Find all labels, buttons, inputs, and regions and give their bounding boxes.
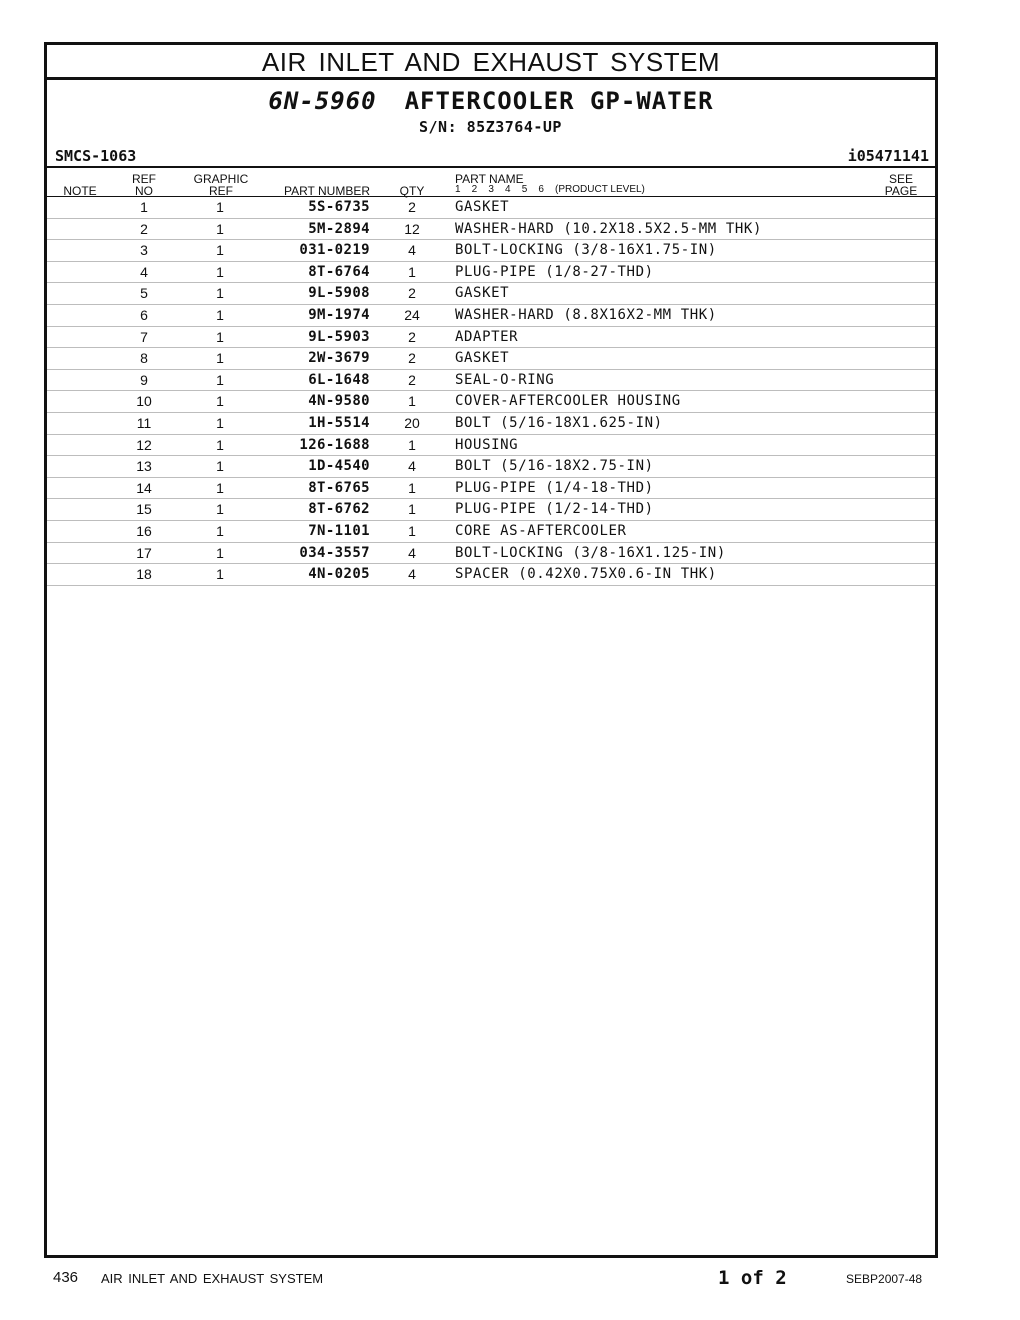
part-number-cell: 4N-0205 (308, 566, 370, 583)
group-number: 6N-5960 (268, 87, 377, 115)
graphic-ref-cell: 1 (216, 414, 224, 431)
table-row (47, 521, 935, 543)
qty-cell: 1 (408, 501, 416, 518)
table-row (47, 391, 935, 413)
table-row (47, 543, 935, 565)
graphic-ref-cell: 1 (216, 350, 224, 367)
part-name-cell: PLUG-PIPE (1/2-14-THD) (455, 501, 654, 518)
qty-cell: 4 (408, 544, 416, 561)
graphic-ref-cell: 1 (216, 199, 224, 215)
table-row (47, 327, 935, 349)
graphic-ref-cell: 1 (216, 242, 224, 259)
graphic-ref-cell: 1 (216, 263, 224, 280)
graphic-ref-cell: 1 (216, 458, 224, 475)
part-number-cell: 4N-9580 (308, 393, 370, 410)
part-number-cell: 8T-6764 (308, 263, 370, 280)
part-number-cell: 7N-1101 (308, 522, 370, 539)
column-part-name: PART NAME (455, 172, 524, 186)
part-number-cell: 9M-1974 (308, 306, 370, 323)
qty-cell: 4 (408, 566, 416, 583)
ref-no-cell: 10 (136, 393, 152, 410)
footer-document-number: SEBP2007-48 (846, 1272, 923, 1286)
table-row (47, 370, 935, 392)
ref-no-cell: 14 (136, 479, 152, 496)
graphic-ref-cell: 1 (216, 220, 224, 237)
column-see-page-line2: PAGE (884, 184, 918, 198)
graphic-ref-cell: 1 (216, 328, 224, 345)
ref-no-cell: 16 (136, 522, 152, 539)
part-name-cell: BOLT-LOCKING (3/8-16X1.75-IN) (455, 242, 717, 259)
ref-no-cell: 6 (140, 306, 148, 323)
qty-cell: 1 (408, 479, 416, 496)
part-number-cell: 9L-5903 (308, 328, 370, 345)
graphic-ref-cell: 1 (216, 393, 224, 410)
ref-no-cell: 2 (140, 220, 148, 237)
part-number-cell: 2W-3679 (308, 350, 370, 367)
serial-range: S/N: 85Z3764-UP (419, 118, 562, 136)
graphic-ref-cell: 1 (216, 285, 224, 302)
qty-cell: 4 (408, 458, 416, 475)
part-name-cell: GASKET (455, 285, 510, 302)
part-name-cell: ADAPTER (455, 328, 519, 345)
qty-cell: 2 (408, 199, 416, 215)
column-graphic-ref-line1: GRAPHIC (193, 172, 249, 186)
part-name-cell: WASHER-HARD (8.8X16X2-MM THK) (455, 306, 717, 323)
qty-cell: 4 (408, 242, 416, 259)
part-number-cell: 6L-1648 (308, 371, 370, 388)
part-name-cell: BOLT (5/16-18X1.625-IN) (455, 414, 663, 431)
table-row (47, 435, 935, 457)
ref-no-cell: 7 (140, 328, 148, 345)
part-name-cell: HOUSING (455, 436, 519, 453)
part-name-cell: SPACER (0.42X0.75X0.6-IN THK) (455, 566, 717, 583)
part-number-cell: 1D-4540 (308, 458, 370, 475)
part-number-cell: 034-3557 (299, 544, 370, 561)
ref-no-cell: 1 (140, 199, 148, 215)
ref-no-cell: 11 (136, 414, 152, 431)
graphic-ref-cell: 1 (216, 371, 224, 388)
table-row (47, 478, 935, 500)
part-name-cell: COVER-AFTERCOOLER HOUSING (455, 393, 681, 410)
ref-no-cell: 5 (140, 285, 148, 302)
footer-section-title: AIR INLET AND EXHAUST SYSTEM (101, 1271, 324, 1286)
part-number-cell: 1H-5514 (308, 414, 370, 431)
part-number-cell: 031-0219 (299, 242, 370, 259)
qty-cell: 2 (408, 328, 416, 345)
part-number-cell: 126-1688 (299, 436, 370, 453)
ref-no-cell: 3 (140, 242, 148, 259)
column-product-level: 1 2 3 4 5 6 (PRODUCT LEVEL) (455, 184, 645, 195)
qty-cell: 1 (408, 393, 416, 410)
part-number-cell: 5M-2894 (308, 220, 370, 237)
table-row (47, 262, 935, 284)
table-row (47, 240, 935, 262)
qty-cell: 20 (404, 414, 420, 431)
table-row (47, 305, 935, 327)
part-name-cell: SEAL-O-RING (455, 371, 555, 388)
table-row (47, 413, 935, 435)
parts-page-frame (44, 42, 938, 1258)
part-name-cell: PLUG-PIPE (1/4-18-THD) (455, 479, 654, 496)
part-number-cell: 5S-6735 (308, 199, 370, 215)
graphic-ref-cell: 1 (216, 501, 224, 518)
qty-cell: 1 (408, 436, 416, 453)
column-note: NOTE (63, 184, 97, 198)
table-row (47, 219, 935, 241)
ref-no-cell: 18 (136, 566, 152, 583)
header-divider (47, 166, 935, 168)
ref-no-cell: 17 (136, 544, 152, 561)
section-title: AIR INLET AND EXHAUST SYSTEM (47, 45, 935, 80)
graphic-ref-cell: 1 (216, 566, 224, 583)
group-name: AFTERCOOLER GP-WATER (404, 87, 714, 115)
column-ref-no-line2: NO (135, 184, 153, 198)
footer-sheet-count: 1 of 2 (718, 1267, 787, 1289)
group-heading (47, 87, 935, 115)
qty-cell: 2 (408, 350, 416, 367)
ref-no-cell: 15 (136, 501, 152, 518)
qty-cell: 2 (408, 285, 416, 302)
graphic-ref-cell: 1 (216, 544, 224, 561)
part-name-cell: GASKET (455, 199, 510, 215)
column-see-page-line1: SEE (888, 172, 913, 186)
table-row (47, 564, 935, 586)
part-number-cell: 9L-5908 (308, 285, 370, 302)
qty-cell: 2 (408, 371, 416, 388)
qty-cell: 1 (408, 263, 416, 280)
qty-cell: 12 (404, 220, 420, 237)
ref-no-cell: 8 (140, 350, 148, 367)
column-ref-no-line1: REF (132, 172, 156, 186)
graphic-ref-cell: 1 (216, 522, 224, 539)
ref-no-cell: 9 (140, 371, 148, 388)
graphic-ref-cell: 1 (216, 436, 224, 453)
part-name-cell: PLUG-PIPE (1/8-27-THD) (455, 263, 654, 280)
ref-no-cell: 12 (136, 436, 152, 453)
ref-no-cell: 4 (140, 263, 148, 280)
table-row (47, 283, 935, 305)
part-name-cell: BOLT-LOCKING (3/8-16X1.125-IN) (455, 544, 726, 561)
part-number-cell: 8T-6762 (308, 501, 370, 518)
graphic-ref-cell: 1 (216, 479, 224, 496)
table-row (47, 197, 935, 219)
parts-list (47, 197, 935, 586)
column-part-number: PART NUMBER (283, 184, 370, 198)
part-name-cell: WASHER-HARD (10.2X18.5X2.5-MM THK) (455, 220, 762, 237)
smcs-code: SMCS-1063 (55, 147, 137, 165)
illustration-id: i05471141 (847, 147, 929, 165)
part-number-cell: 8T-6765 (308, 479, 370, 496)
table-row (47, 456, 935, 478)
part-name-cell: GASKET (455, 350, 510, 367)
ref-no-cell: 13 (136, 458, 152, 475)
qty-cell: 24 (404, 306, 420, 323)
part-name-cell: BOLT (5/16-18X2.75-IN) (455, 458, 654, 475)
graphic-ref-cell: 1 (216, 306, 224, 323)
qty-cell: 1 (408, 522, 416, 539)
part-name-cell: CORE AS-AFTERCOOLER (455, 522, 627, 539)
column-graphic-ref-line2: REF (209, 184, 233, 198)
footer-page-number: 436 (53, 1269, 79, 1286)
table-row (47, 348, 935, 370)
table-row (47, 499, 935, 521)
column-qty: QTY (399, 184, 425, 198)
